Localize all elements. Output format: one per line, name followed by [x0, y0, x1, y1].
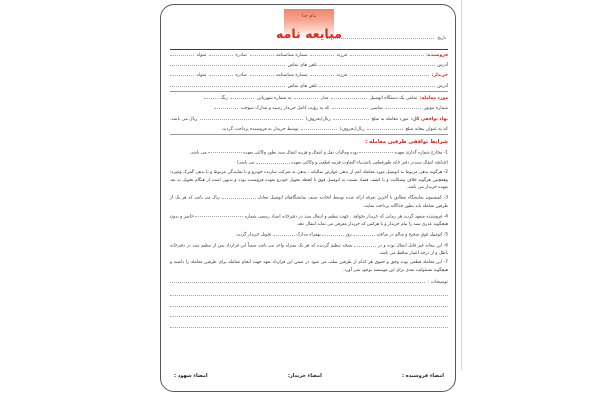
clause-3-blank-0[interactable] [222, 193, 256, 199]
seller-phones-input[interactable] [170, 60, 285, 66]
price-words-input[interactable] [200, 114, 303, 120]
price-row-2 [170, 124, 448, 134]
deposit-label: که به عنوان بیعانه مبلغ [405, 126, 448, 132]
deposit-amount-input[interactable] [367, 124, 403, 130]
price-amount-input[interactable] [333, 114, 369, 120]
seller-id-label: شماره شناسنامه [276, 53, 308, 58]
clause-3-part-0: 3- کمیسیون نمایشگاه مطابق با آخرین تعرفه ارائه شده توسط اتحادیه صنف نمایشگاهیان اتومبیل [270, 196, 448, 202]
seller-address-input[interactable] [319, 60, 434, 66]
date-input-line[interactable] [326, 33, 434, 39]
clause-6-part-1: نسخه تنظیم گردیده که هر یک بمنزله واحد می باشد ضمناً این قرارداد پس از تنظیم سند در دفترخانه باطل و از درجه اعتبار ساقط می باشد. [170, 243, 448, 257]
price-suffix: ریال می باشد. [170, 116, 198, 122]
notes-input-line-5[interactable] [170, 317, 448, 328]
subject-color-input[interactable] [204, 93, 218, 99]
clause-7 [170, 259, 448, 274]
price-words-label: ریال(بحروف) [305, 116, 331, 122]
clause-1-part-1: بوده ومالیات نقل و انتقال و هزینه انتقال سند بطور وکالتی بعهده [243, 150, 358, 156]
notes-input-line-1[interactable] [170, 277, 425, 283]
price-divider [170, 134, 448, 135]
page-edge-shadow [461, 0, 462, 370]
clause-5-blank-1[interactable] [322, 230, 344, 236]
clause-1-part-0: 1- مخارج شماره گذاری بعهده [394, 150, 448, 156]
signature-row [174, 373, 444, 379]
clause-1-note [170, 158, 448, 167]
clause-6-part-0: 6- این بیعانه غیر قابل انتقال بوده و در [377, 243, 448, 249]
deposit-suffix: توسط خریدار به فروشنده پرداخت گردید. [221, 126, 299, 132]
clause-4-part-1: حاضر و بدون هیچگونه عذری سند را بنام خریدار و یا هرکس که خریدار معرفی می نماید انتقال دهد. [170, 214, 448, 227]
subject-vehicle-input[interactable] [331, 93, 367, 99]
buyer-phones-input[interactable] [170, 81, 285, 87]
clause-1-note-blank-0[interactable] [256, 158, 290, 164]
clause-5 [170, 230, 448, 239]
price-row-1 [170, 114, 448, 124]
seller-identity-row [170, 50, 448, 60]
buyer-label: خریدار: [431, 73, 448, 79]
seller-address-label: آدرس [437, 63, 448, 69]
buyer-phones-label: تلفن های تماس [287, 83, 317, 89]
buyer-id-label: شماره شناسنامه [276, 73, 308, 79]
clause-4 [170, 212, 448, 229]
subject-model-label: مدل [320, 96, 329, 102]
page-title: مبایعه نامه [276, 26, 342, 41]
deposit-words-input[interactable] [301, 124, 337, 130]
clause-5-blank-2[interactable] [273, 230, 295, 236]
seller-born-label: متولد [196, 53, 207, 58]
clause-1-part-2: می باشد. [189, 150, 207, 156]
subject-model-input[interactable] [294, 93, 318, 99]
terms-heading: شرایط توافقی طرفین معامله : [365, 139, 448, 145]
document-header [170, 9, 448, 49]
parties-divider [170, 91, 448, 92]
seller-issued-input[interactable] [209, 50, 233, 56]
subject-heading: مورد معامله: [419, 96, 448, 102]
notes-input-line-3[interactable] [170, 296, 448, 307]
clause-3-part-1: معادل [257, 196, 269, 202]
seller-born-input[interactable] [170, 50, 194, 56]
clause-1-note-part-0: (چنانچه انتقال سنددر دفتر خانه طورقطعی باشدبناء التفاوت هزینه قطعی و وکالتی بعهده [291, 160, 448, 166]
price-amount-label: مورد معامله به مبلغ [371, 116, 409, 122]
clause-6 [170, 241, 448, 258]
signature-seller-label[interactable]: امضاء فروشنده : [402, 373, 444, 379]
subject-row-2 [170, 103, 448, 113]
subject-row-1 [170, 93, 448, 103]
seller-id-input[interactable] [250, 50, 274, 56]
subject-engine-input[interactable] [385, 103, 421, 109]
subject-plate-input[interactable] [230, 93, 254, 99]
date-field-row [326, 33, 446, 41]
clause-5-part-3: تحویل خریدار گردید. [235, 232, 272, 238]
subject-color-label: رنگ [220, 96, 228, 102]
contract-document-card [160, 4, 456, 392]
buyer-address-input[interactable] [319, 81, 434, 87]
subject-vehicle-text: تمامی یک دستگاه اتومبیل [369, 96, 418, 102]
buyer-born-label: متولد [196, 73, 207, 79]
subject-engine-label: شماره موتور [423, 106, 448, 112]
buyer-father-input[interactable] [310, 70, 334, 76]
clause-5-part-2: بهمراه مدارک [296, 232, 321, 238]
seller-name-input[interactable] [350, 50, 424, 56]
notes-label: توضیحات : [427, 279, 448, 285]
clause-1-note-part-1: می باشد) [237, 160, 255, 166]
clause-7-text: 7- این معامله قطعی بوده وحق و حقوق هر کدام از طرفین سلب می شود در ضمن این قرارداد تعهد جهت انجام معامله برای طرفین معامله را داشته و هیچگونه مسئولیت بعدی برای این موسسه بوجود نمی آورد. [170, 260, 448, 273]
buyer-id-input[interactable] [250, 70, 274, 76]
notes-section [170, 277, 448, 328]
buyer-identity-row [170, 70, 448, 80]
buyer-name-input[interactable] [350, 70, 430, 76]
subject-plate-label: به شماره شهربانی [256, 96, 292, 102]
seller-phones-label: تلفن های تماس [287, 63, 317, 69]
notes-first-row [170, 277, 448, 286]
clause-3 [170, 193, 448, 210]
subject-chassis-label: شاسی [370, 106, 383, 112]
subject-inspection-input[interactable] [214, 103, 238, 109]
buyer-born-input[interactable] [170, 70, 194, 76]
clause-6-blank-0[interactable] [354, 241, 376, 247]
clause-1-blank-1[interactable] [208, 148, 242, 154]
clause-1-blank-0[interactable] [359, 148, 393, 154]
notes-input-line-4[interactable] [170, 307, 448, 318]
clause-4-part-0: 4- فروشنده متعهد گردید هر زمانی که خریدار بخواهد ، جهت تنظیم و انتقال سند در دفترخانه اسناد رسمی شماره [244, 214, 448, 220]
buyer-father-label: فرزند [336, 73, 348, 79]
clause-2 [170, 169, 448, 192]
notes-input-line-2[interactable] [170, 286, 448, 297]
seller-label: فروشنده: [426, 53, 448, 58]
clause-5-part-0: 5- اتومبیل فوق صحیح و سالم در ساعت [376, 232, 448, 238]
clause-5-blank-0[interactable] [353, 230, 375, 236]
clause-3-part-2: ریال می باشد که هر یک از طرفین معامله باید بطور جداگانه پرداخت نمایند. [170, 196, 448, 209]
buyer-issued-input[interactable] [209, 70, 233, 76]
signature-witness-label[interactable]: امضاء شهود : [174, 373, 208, 379]
seller-issued-label: صادره [235, 53, 248, 58]
bismillah-text: بنام خدا [301, 14, 317, 19]
buyer-issued-label: صادره [235, 73, 248, 79]
buyer-address-row [170, 81, 448, 91]
clause-5-part-1: روز [345, 232, 352, 238]
clause-1 [170, 148, 448, 157]
buyer-address-label: آدرس [437, 83, 448, 89]
subject-chassis-input[interactable] [332, 103, 368, 109]
seller-address-row [170, 60, 448, 70]
price-heading: بهاء توافقی کل: [410, 116, 448, 122]
clause-4-blank-0[interactable] [195, 212, 243, 218]
date-label: تاریخ [437, 36, 446, 41]
subject-inspection-text: که به رؤیت کامل خریدار رسید و مدارک سوخت [240, 106, 330, 112]
seller-father-label: فرزند [336, 53, 348, 58]
signature-buyer-label[interactable]: امضاء خریدار: [287, 373, 322, 379]
seller-father-input[interactable] [310, 50, 334, 56]
clause-2-text: 2- هرگونه بدهی مربوط به اتومبیل مورد معامله اعم از بدهی عوارض سالیانه ، بدهی به شرکت سازنده خودرو و یا نمایندگی مربوط و یا بدهی گمرک وغیره؛ وهمچنین هرگونه خلاف وشکایت و یا کشف فساد نسبت به اتومبیل فوق تا لحظه تحویل خودرو بعهده فروشنده بوده و بدیهی است از هنگام تحویل به بعد بعهده خریدار می باشد. [170, 170, 448, 191]
deposit-words-label: ریال(بحروف) [339, 126, 365, 132]
document-inner [170, 9, 448, 389]
